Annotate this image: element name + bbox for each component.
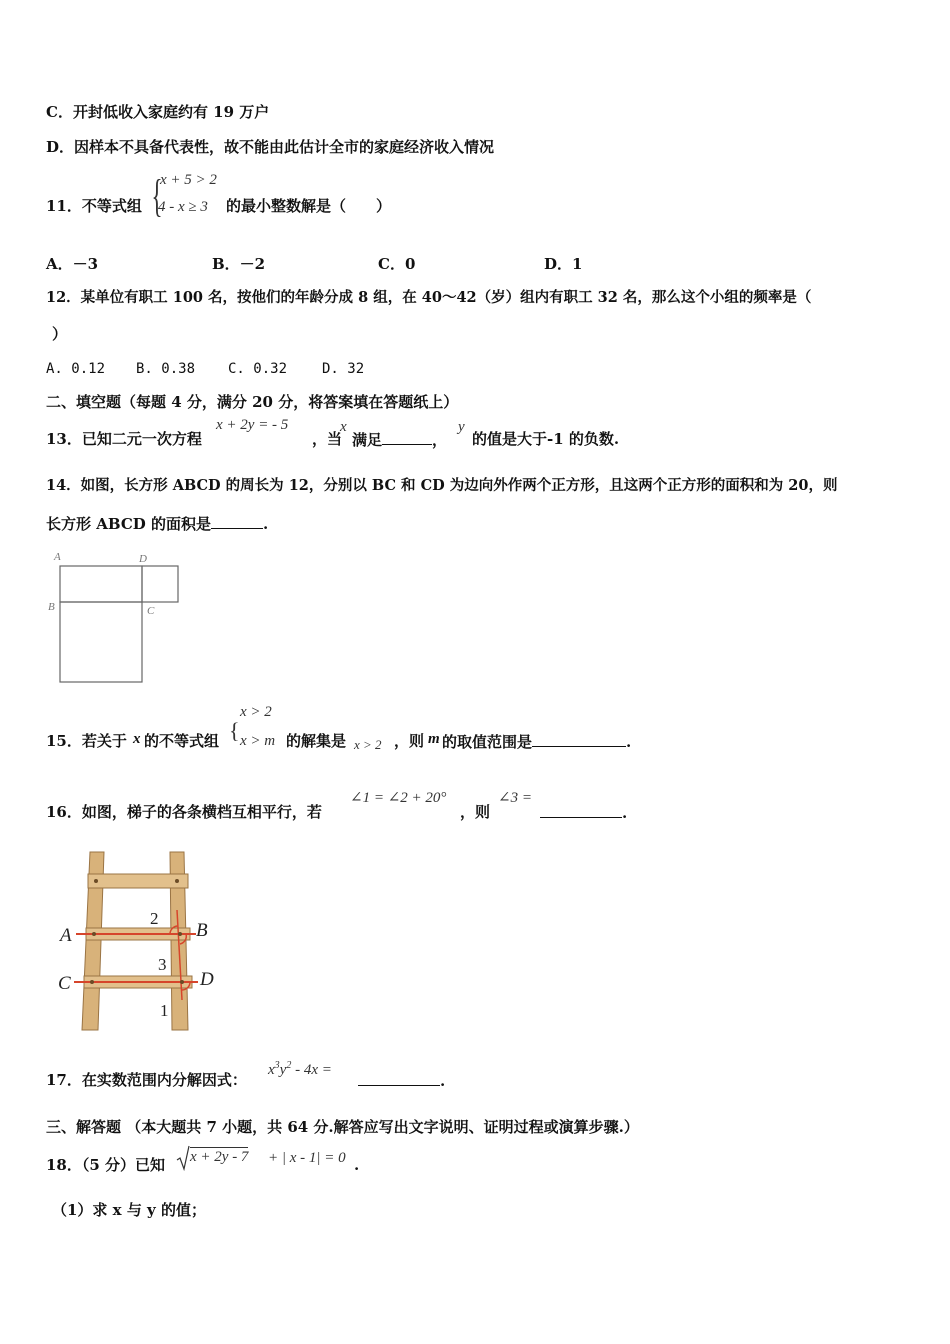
q17-end: .: [440, 1072, 446, 1090]
q12-option-d: D. 32: [322, 361, 365, 377]
section-2-title: 二、填空题（每题 4 分，满分 20 分，将答案填在答题纸上）: [46, 393, 459, 411]
q15-then: ，则: [394, 732, 425, 750]
q18-radicand: x + 2y - 7: [190, 1149, 249, 1165]
q13-satisfies: [352, 429, 447, 450]
q16-answer-blank[interactable]: [540, 802, 622, 818]
q18-prefix: 18．（5 分）已知: [46, 1156, 166, 1174]
q16-angle-3: ∠3 =: [498, 790, 532, 806]
q17-answer: [358, 1070, 445, 1091]
q18-part-1: （1）求 x 与 y 的值；: [52, 1201, 206, 1219]
q14-line-2-text: 长方形 ABCD 的面积是: [46, 515, 211, 533]
q12-line-1: 12．某单位有职工 100 名，按他们的年龄分成 8 组，在 40～42（岁）组内有职工 32 名，那么这个小组的频率是（: [46, 289, 812, 306]
label-c: C: [147, 605, 155, 617]
q13-suffix: 的值是大于-1 的负数.: [472, 430, 620, 448]
q15-answer-blank[interactable]: [532, 731, 626, 747]
q13-comma: ，: [432, 431, 448, 449]
q15-range-text: 的取值范围是: [442, 733, 533, 751]
q14-end: .: [263, 515, 269, 533]
q15-prefix: 15．若关于: [46, 732, 127, 750]
q11-suffix: 的最小整数解是（ ）: [226, 197, 392, 215]
q13-answer-blank[interactable]: [382, 429, 432, 445]
q11-option-b: B．－2: [212, 255, 266, 273]
ladder-label-d: D: [200, 969, 214, 990]
q17-expression: [268, 1060, 332, 1079]
q15-end: .: [626, 733, 632, 751]
square-on-bc: [60, 602, 142, 682]
ladder-label-c: C: [58, 973, 71, 994]
q17-prefix: 17．在实数范围内分解因式：: [46, 1071, 247, 1089]
label-a: A: [54, 551, 61, 563]
rectangle-abcd: [60, 566, 142, 602]
square-on-cd: [142, 566, 178, 602]
ladder-angle-1: 1: [160, 1001, 169, 1020]
ladder-angle-3: 3: [158, 955, 167, 974]
q15-var-m: m: [428, 731, 440, 747]
q15-solution-text: 的解集是: [286, 732, 347, 750]
q13-when: ，当: [312, 430, 343, 448]
q13-equation: x + 2y = - 5: [216, 417, 289, 433]
q17-expr-tail: - 4x =: [291, 1062, 332, 1078]
q16-ladder-figure: [52, 850, 232, 1032]
q11-inequality-1: x + 5 > 2: [160, 172, 217, 188]
q15-inequality-1: x > 2: [240, 704, 272, 720]
ladder-rung-top: [88, 874, 188, 888]
q17-expr-y: y: [279, 1062, 287, 1078]
q10-option-d: D．因样本不具备代表性，故不能由此估计全市的家庭经济收入情况: [46, 138, 495, 156]
q17-answer-blank[interactable]: [358, 1070, 440, 1086]
q16-end: .: [622, 804, 628, 822]
sqrt-sign-icon: [176, 1145, 190, 1171]
q15-inequality-2: x > m: [240, 733, 276, 749]
q13-satisfies-text: 满足: [352, 431, 383, 449]
label-d: D: [139, 553, 147, 565]
q12-option-a: A. 0.12: [46, 361, 106, 377]
q15-solution: x > 2: [354, 737, 382, 752]
q14-line-2: [46, 513, 268, 534]
q16-answer: [540, 802, 627, 823]
q12-line-2: ）: [52, 325, 68, 343]
q14-line-1: 14．如图，长方形 ABCD 的周长为 12，分别以 BC 和 CD 为边向外作两个正方形，且这两个正方形的面积和为 20，则: [46, 477, 838, 494]
q15-brace: {: [229, 718, 240, 743]
q18-end: .: [354, 1156, 360, 1174]
q17-expr-exp1: 3: [274, 1060, 280, 1071]
q11-option-c: C．0: [378, 255, 416, 273]
section-3-title: 三、解答题 （本大题共 7 小题，共 64 分.解答应写出文字说明、证明过程或演算步骤.）: [46, 1118, 639, 1136]
q13-var-y: y: [458, 419, 465, 435]
q11-option-d: D．1: [544, 255, 583, 273]
ladder-angle-2: 2: [150, 909, 159, 928]
q14-rectangle-figure: [44, 548, 184, 688]
q11-option-a: A．－3: [46, 255, 99, 273]
q16-condition: ∠1 = ∠2 + 20°: [350, 790, 447, 806]
q14-answer-blank[interactable]: [211, 513, 263, 529]
q11-inequality-2: 4 - x ≥ 3: [158, 199, 208, 215]
q17-expr-x: x: [268, 1062, 275, 1078]
q12-option-b: B. 0.38: [136, 361, 196, 377]
q10-option-c: C．开封低收入家庭约有 19 万户: [46, 103, 270, 121]
q15-middle: 的不等式组: [144, 732, 220, 750]
q16-then: ，则: [460, 803, 491, 821]
q11-brace: {: [151, 170, 163, 221]
q13-var-x: x: [340, 419, 347, 435]
label-b: B: [48, 601, 55, 613]
ladder-label-b: B: [196, 920, 208, 941]
q13-prefix: 13．已知二元一次方程: [46, 430, 202, 448]
q12-option-c: C. 0.32: [228, 361, 288, 377]
q16-prefix: 16．如图，梯子的各条横档互相平行，若: [46, 803, 322, 821]
q15-var-x: x: [133, 731, 141, 747]
q17-expr-exp2: 2: [286, 1060, 292, 1071]
q18-abs-part: + | x - 1| = 0: [268, 1150, 346, 1166]
q15-range: [442, 731, 631, 752]
q11-number: 11．不等式组: [46, 197, 142, 215]
ladder-label-a: A: [60, 925, 72, 946]
